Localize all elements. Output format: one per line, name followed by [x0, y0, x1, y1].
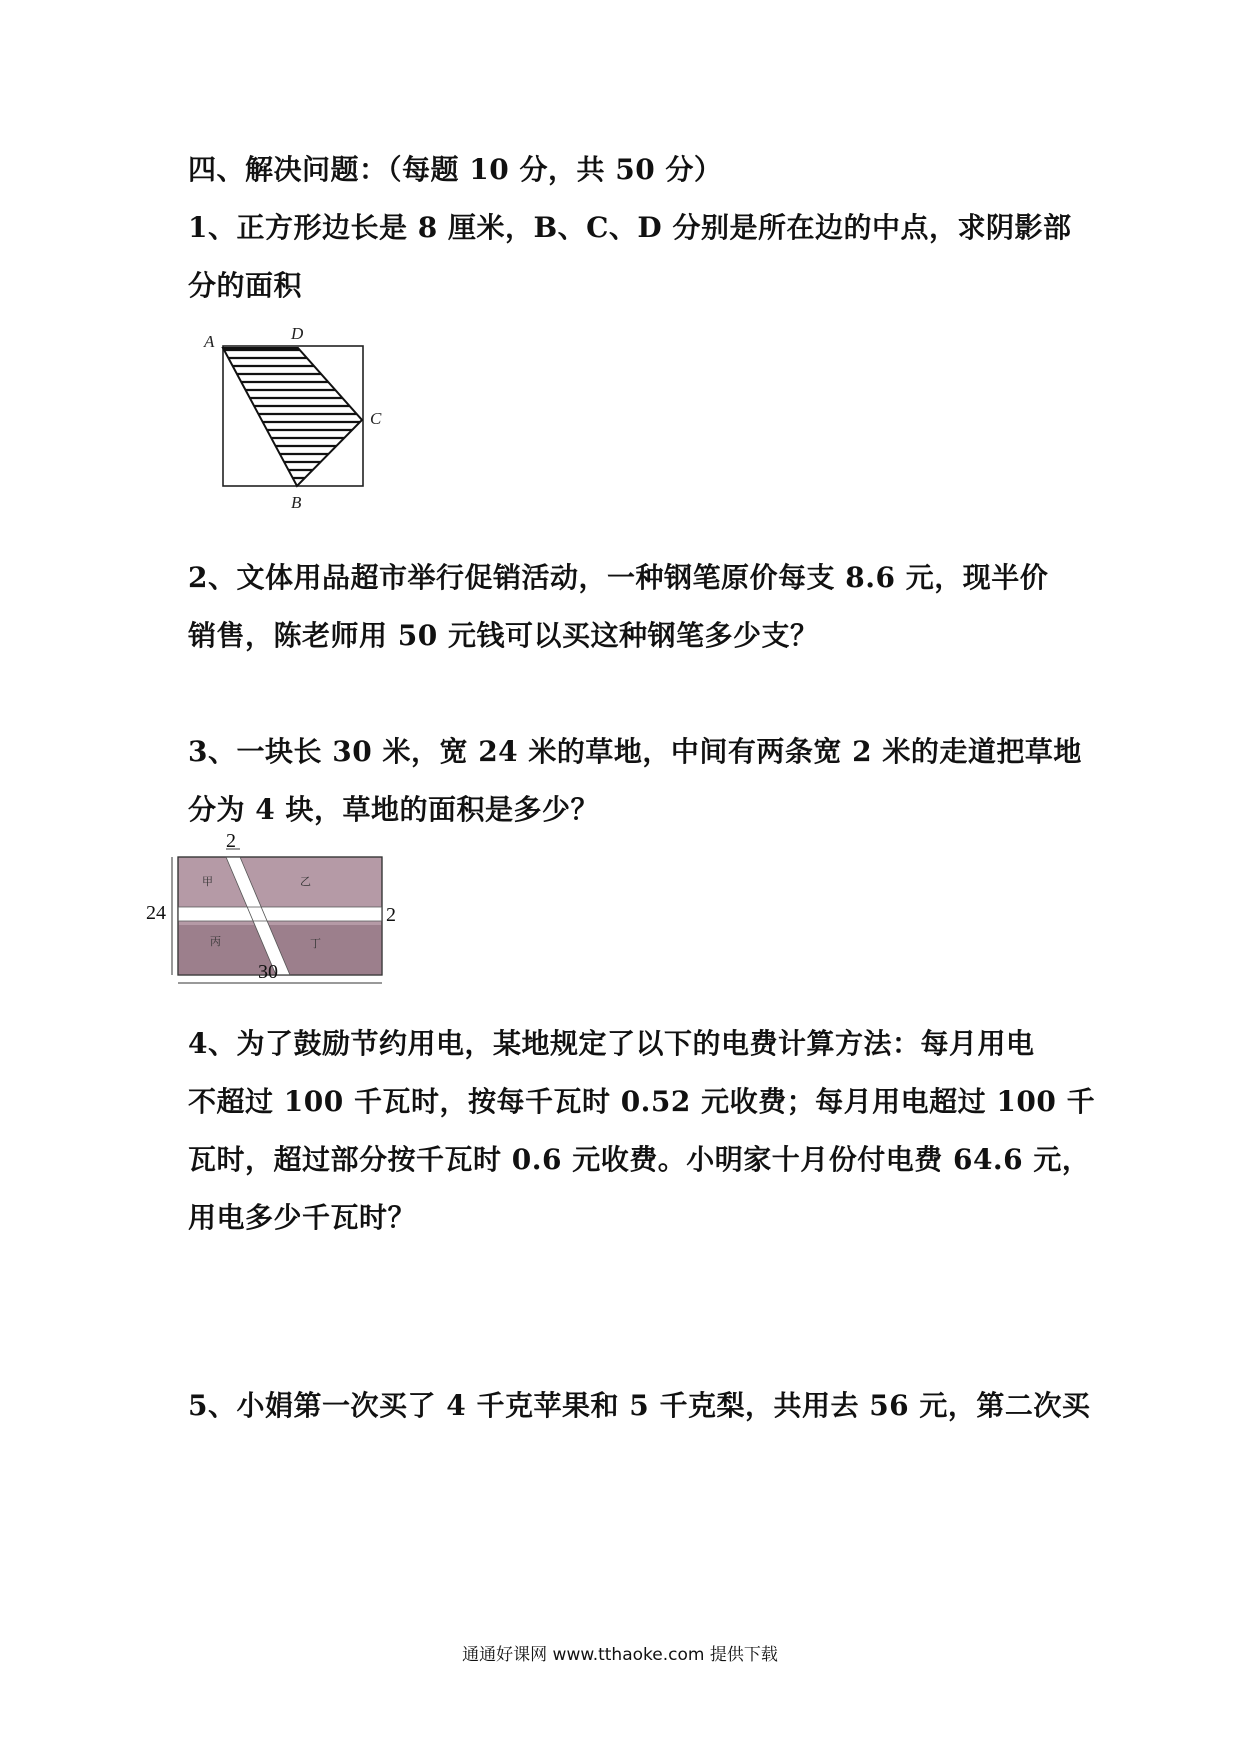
section-heading: 四、解决问题：（每题 10 分，共 50 分）: [188, 153, 723, 186]
q4-text-line1: 4、为了鼓励节约用电，某地规定了以下的电费计算方法：每月用电: [188, 1027, 1035, 1060]
horizontal-walkway: [178, 907, 382, 921]
label-height: 24: [146, 902, 166, 924]
label-b: B: [291, 493, 302, 512]
q2-text-line2: 销售，陈老师用 50 元钱可以买这种钢笔多少支？: [188, 619, 819, 652]
q2-text-line1: 2、文体用品超市举行促销活动，一种钢笔原价每支 8.6 元，现半价: [188, 561, 1049, 594]
label-ding: 丁: [310, 937, 321, 950]
label-c: C: [370, 409, 382, 428]
label-a: A: [204, 332, 215, 351]
q1-square-figure: [190, 320, 420, 520]
label-length: 30: [258, 961, 278, 983]
label-top-width: 2: [226, 830, 236, 852]
label-bing: 丙: [210, 935, 221, 948]
q3-text-line2: 分为 4 块，草地的面积是多少？: [188, 793, 599, 826]
label-d: D: [291, 324, 304, 343]
label-right-width: 2: [386, 904, 396, 926]
q4-text-line4: 用电多少千瓦时？: [188, 1201, 417, 1234]
label-yi: 乙: [300, 875, 311, 888]
q3-text-line1: 3、一块长 30 米，宽 24 米的草地，中间有两条宽 2 米的走道把草地: [188, 735, 1082, 768]
q4-text-line3: 瓦时，超过部分按千瓦时 0.6 元收费。小明家十月份付电费 64.6 元，: [188, 1143, 1091, 1176]
label-jia: 甲: [202, 875, 213, 888]
q5-text-line1: 5、小娟第一次买了 4 千克苹果和 5 千克梨，共用去 56 元，第二次买: [188, 1389, 1091, 1422]
shaded-region: [190, 350, 420, 478]
q3-lawn-figure: [146, 830, 420, 990]
shaded-outline: [223, 348, 362, 486]
q1-text-line2: 分的面积: [188, 269, 303, 302]
q4-text-line2: 不超过 100 千瓦时，按每千瓦时 0.52 元收费；每月用电超过 100 千: [188, 1085, 1096, 1118]
page-footer: 通通好课网 www.tthaoke.com 提供下载: [462, 1645, 778, 1665]
q1-text-line1: 1、正方形边长是 8 厘米，B、C、D 分别是所在边的中点，求阴影部: [188, 211, 1072, 244]
